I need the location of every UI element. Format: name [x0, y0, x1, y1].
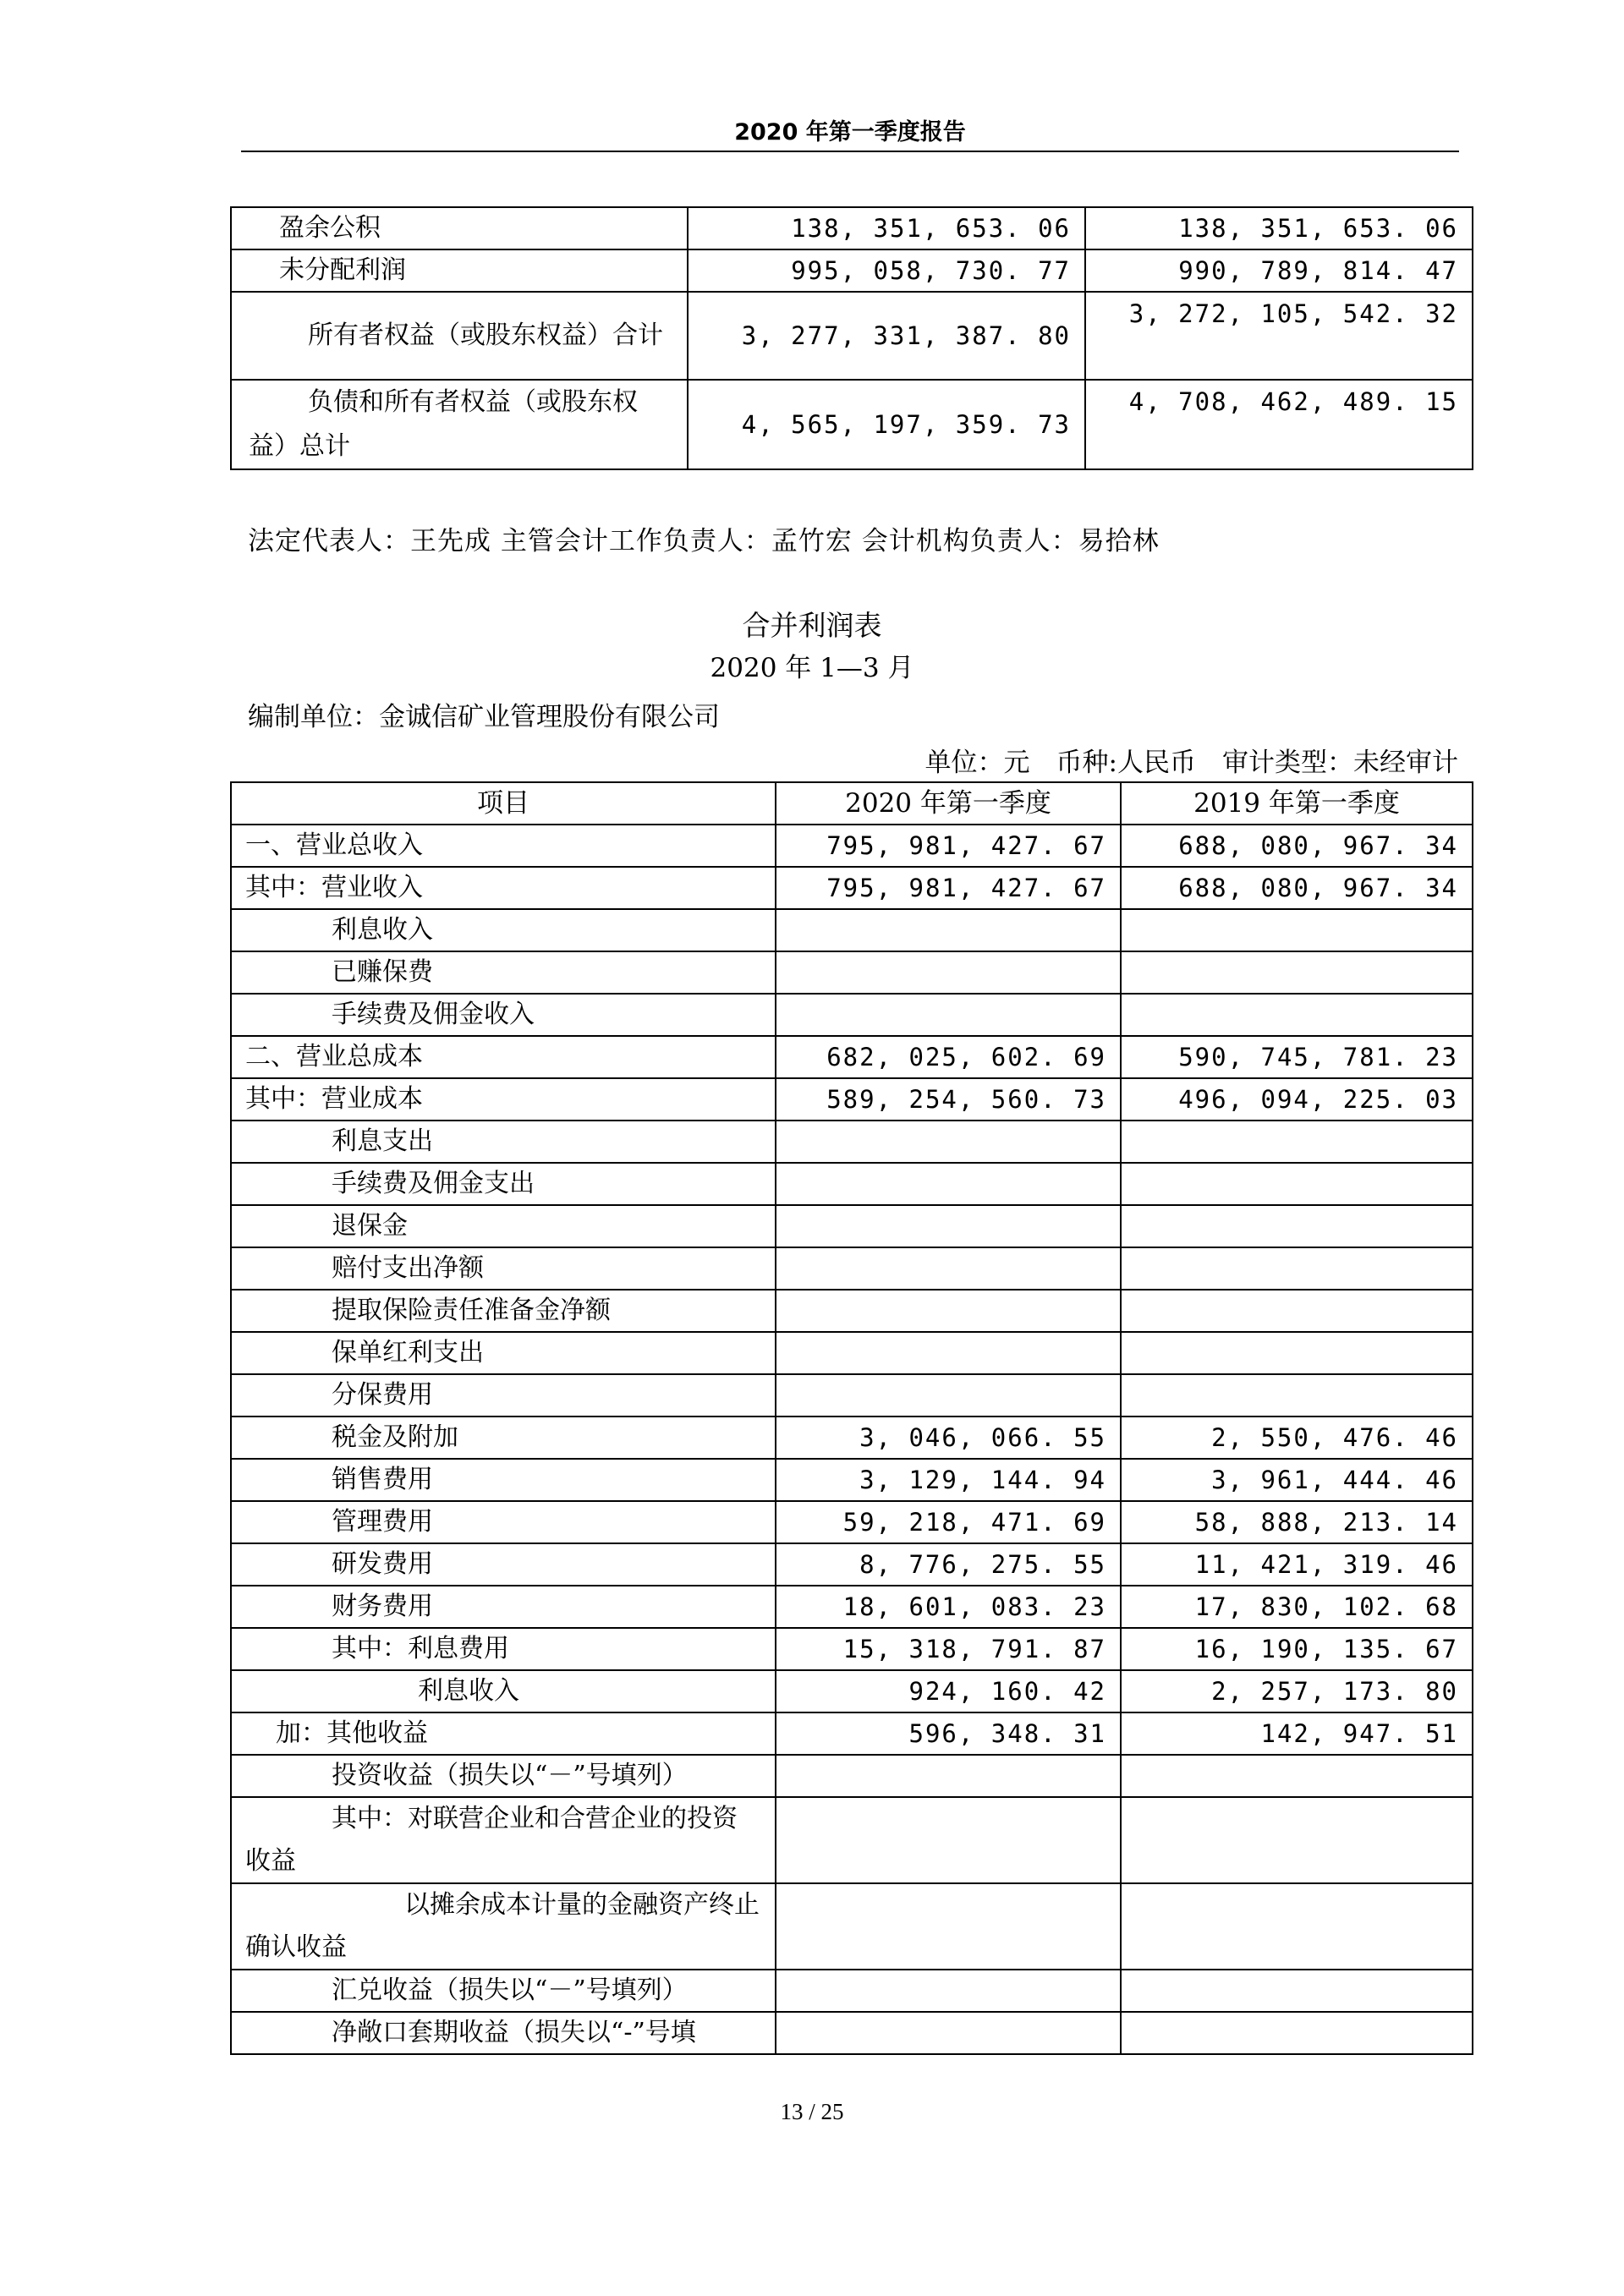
row-label: 其中：利息费用 [231, 1628, 776, 1670]
row-label: 一、营业总收入 [231, 825, 776, 867]
current-value: 795, 981, 427. 67 [776, 867, 1121, 909]
current-value: 795, 981, 427. 67 [776, 825, 1121, 867]
current-value [776, 1755, 1121, 1797]
previous-value [1121, 2012, 1473, 2054]
previous-value [1121, 1755, 1473, 1797]
current-value [776, 1163, 1121, 1205]
table-row [231, 1290, 1473, 1332]
table-row [231, 1078, 1473, 1121]
table-row [231, 1205, 1473, 1247]
table-row [231, 1543, 1473, 1586]
table-row [231, 1121, 1473, 1163]
row-label: 其中：营业收入 [231, 867, 776, 909]
statement-title: 合并利润表 [742, 609, 882, 642]
row-label: 以摊余成本计量的金融资产终止确认收益 [231, 1883, 776, 1970]
row-label: 汇兑收益（损失以“－”号填列） [231, 1970, 776, 2012]
current-value [776, 909, 1121, 951]
row-label: 赔付支出净额 [231, 1247, 776, 1290]
current-value [776, 994, 1121, 1036]
row-label: 所有者权益（或股东权益）合计 [231, 292, 688, 380]
table-row [231, 1970, 1473, 2012]
previous-value: 2, 550, 476. 46 [1121, 1417, 1473, 1459]
previous-value [1121, 1163, 1473, 1205]
column-header: 2020 年第一季度 [776, 782, 1121, 825]
row-label: 未分配利润 [231, 249, 688, 292]
previous-value [1121, 951, 1473, 994]
table-row [231, 951, 1473, 994]
previous-value [1121, 1797, 1473, 1883]
previous-value: 688, 080, 967. 34 [1121, 825, 1473, 867]
table-row [231, 1797, 1473, 1883]
previous-value [1121, 1374, 1473, 1417]
row-label: 分保费用 [231, 1374, 776, 1417]
table-row [231, 909, 1473, 951]
page-header: 2020 年第一季度报告 [734, 119, 966, 145]
income-statement-table [230, 781, 1473, 2055]
unit-line: 单位：元 币种:人民币 审计类型：未经审计 [924, 748, 1458, 778]
current-value: 8, 776, 275. 55 [776, 1543, 1121, 1586]
previous-value: 58, 888, 213. 14 [1121, 1501, 1473, 1543]
row-label: 利息收入 [231, 1670, 776, 1712]
table-row [231, 1417, 1473, 1459]
previous-value: 138, 351, 653. 06 [1085, 207, 1473, 249]
current-value: 18, 601, 083. 23 [776, 1586, 1121, 1628]
row-label: 盈余公积 [231, 207, 688, 249]
current-value: 682, 025, 602. 69 [776, 1036, 1121, 1078]
table-row [231, 1459, 1473, 1501]
row-label: 利息支出 [231, 1121, 776, 1163]
current-value [776, 1247, 1121, 1290]
previous-value: 4, 708, 462, 489. 15 [1085, 380, 1473, 469]
previous-value [1121, 909, 1473, 951]
previous-value [1121, 1883, 1473, 1970]
table-row [231, 207, 1473, 249]
previous-value [1121, 1970, 1473, 2012]
table-row [231, 867, 1473, 909]
row-label: 加：其他收益 [231, 1712, 776, 1755]
table-row [231, 1036, 1473, 1078]
signatures-line: 法定代表人：王先成 主管会计工作负责人：孟竹宏 会计机构负责人：易拾林 [248, 526, 1160, 556]
current-value: 138, 351, 653. 06 [688, 207, 1085, 249]
current-value [776, 1970, 1121, 2012]
table-row [231, 1883, 1473, 1970]
balance-sheet-continuation-table [230, 206, 1473, 470]
table-row [231, 292, 1473, 380]
row-label: 手续费及佣金支出 [231, 1163, 776, 1205]
table-row [231, 1332, 1473, 1374]
row-label: 研发费用 [231, 1543, 776, 1586]
preparer-line: 编制单位：金诚信矿业管理股份有限公司 [248, 702, 720, 732]
table-row [231, 1755, 1473, 1797]
header-rule [241, 151, 1459, 152]
current-value: 995, 058, 730. 77 [688, 249, 1085, 292]
row-label: 保单红利支出 [231, 1332, 776, 1374]
previous-value [1121, 1290, 1473, 1332]
previous-value: 17, 830, 102. 68 [1121, 1586, 1473, 1628]
current-value [776, 1883, 1121, 1970]
table-row [231, 2012, 1473, 2054]
row-label: 提取保险责任准备金净额 [231, 1290, 776, 1332]
row-label: 财务费用 [231, 1586, 776, 1628]
current-value [776, 951, 1121, 994]
table-row [231, 1501, 1473, 1543]
previous-value: 688, 080, 967. 34 [1121, 867, 1473, 909]
statement-period: 2020 年 1—3 月 [710, 653, 914, 683]
previous-value [1121, 1332, 1473, 1374]
previous-value: 590, 745, 781. 23 [1121, 1036, 1473, 1078]
current-value [776, 1332, 1121, 1374]
previous-value [1121, 1205, 1473, 1247]
table-row [231, 380, 1473, 469]
current-value [776, 2012, 1121, 2054]
column-header: 2019 年第一季度 [1121, 782, 1473, 825]
row-label: 投资收益（损失以“－”号填列） [231, 1755, 776, 1797]
table-row [231, 1374, 1473, 1417]
current-value: 3, 277, 331, 387. 80 [688, 292, 1085, 380]
current-value: 15, 318, 791. 87 [776, 1628, 1121, 1670]
row-label: 净敞口套期收益（损失以“-”号填 [231, 2012, 776, 2054]
row-label: 其中：营业成本 [231, 1078, 776, 1121]
table-row [231, 1586, 1473, 1628]
previous-value: 2, 257, 173. 80 [1121, 1670, 1473, 1712]
table-row [231, 1712, 1473, 1755]
row-label: 管理费用 [231, 1501, 776, 1543]
current-value: 3, 046, 066. 55 [776, 1417, 1121, 1459]
previous-value: 3, 272, 105, 542. 32 [1085, 292, 1473, 380]
row-label: 退保金 [231, 1205, 776, 1247]
table-header-row [231, 782, 1473, 825]
previous-value [1121, 1247, 1473, 1290]
current-value [776, 1121, 1121, 1163]
table-row [231, 825, 1473, 867]
row-label: 已赚保费 [231, 951, 776, 994]
row-label: 其中：对联营企业和合营企业的投资收益 [231, 1797, 776, 1883]
current-value: 59, 218, 471. 69 [776, 1501, 1121, 1543]
table-row [231, 1670, 1473, 1712]
column-header: 项目 [231, 782, 776, 825]
row-label: 手续费及佣金收入 [231, 994, 776, 1036]
table-row [231, 249, 1473, 292]
table-row [231, 1163, 1473, 1205]
table-row [231, 994, 1473, 1036]
previous-value: 990, 789, 814. 47 [1085, 249, 1473, 292]
current-value [776, 1797, 1121, 1883]
row-label: 负债和所有者权益（或股东权益）总计 [231, 380, 688, 469]
row-label: 二、营业总成本 [231, 1036, 776, 1078]
previous-value: 496, 094, 225. 03 [1121, 1078, 1473, 1121]
current-value: 924, 160. 42 [776, 1670, 1121, 1712]
current-value: 3, 129, 144. 94 [776, 1459, 1121, 1501]
current-value [776, 1290, 1121, 1332]
current-value [776, 1205, 1121, 1247]
previous-value: 11, 421, 319. 46 [1121, 1543, 1473, 1586]
row-label: 销售费用 [231, 1459, 776, 1501]
previous-value: 3, 961, 444. 46 [1121, 1459, 1473, 1501]
current-value: 589, 254, 560. 73 [776, 1078, 1121, 1121]
current-value [776, 1374, 1121, 1417]
current-value: 596, 348. 31 [776, 1712, 1121, 1755]
table-row [231, 1628, 1473, 1670]
previous-value [1121, 994, 1473, 1036]
current-value: 4, 565, 197, 359. 73 [688, 380, 1085, 469]
row-label: 利息收入 [231, 909, 776, 951]
row-label: 税金及附加 [231, 1417, 776, 1459]
previous-value: 16, 190, 135. 67 [1121, 1628, 1473, 1670]
page-number: 13 / 25 [780, 2099, 844, 2124]
previous-value: 142, 947. 51 [1121, 1712, 1473, 1755]
previous-value [1121, 1121, 1473, 1163]
table-row [231, 1247, 1473, 1290]
